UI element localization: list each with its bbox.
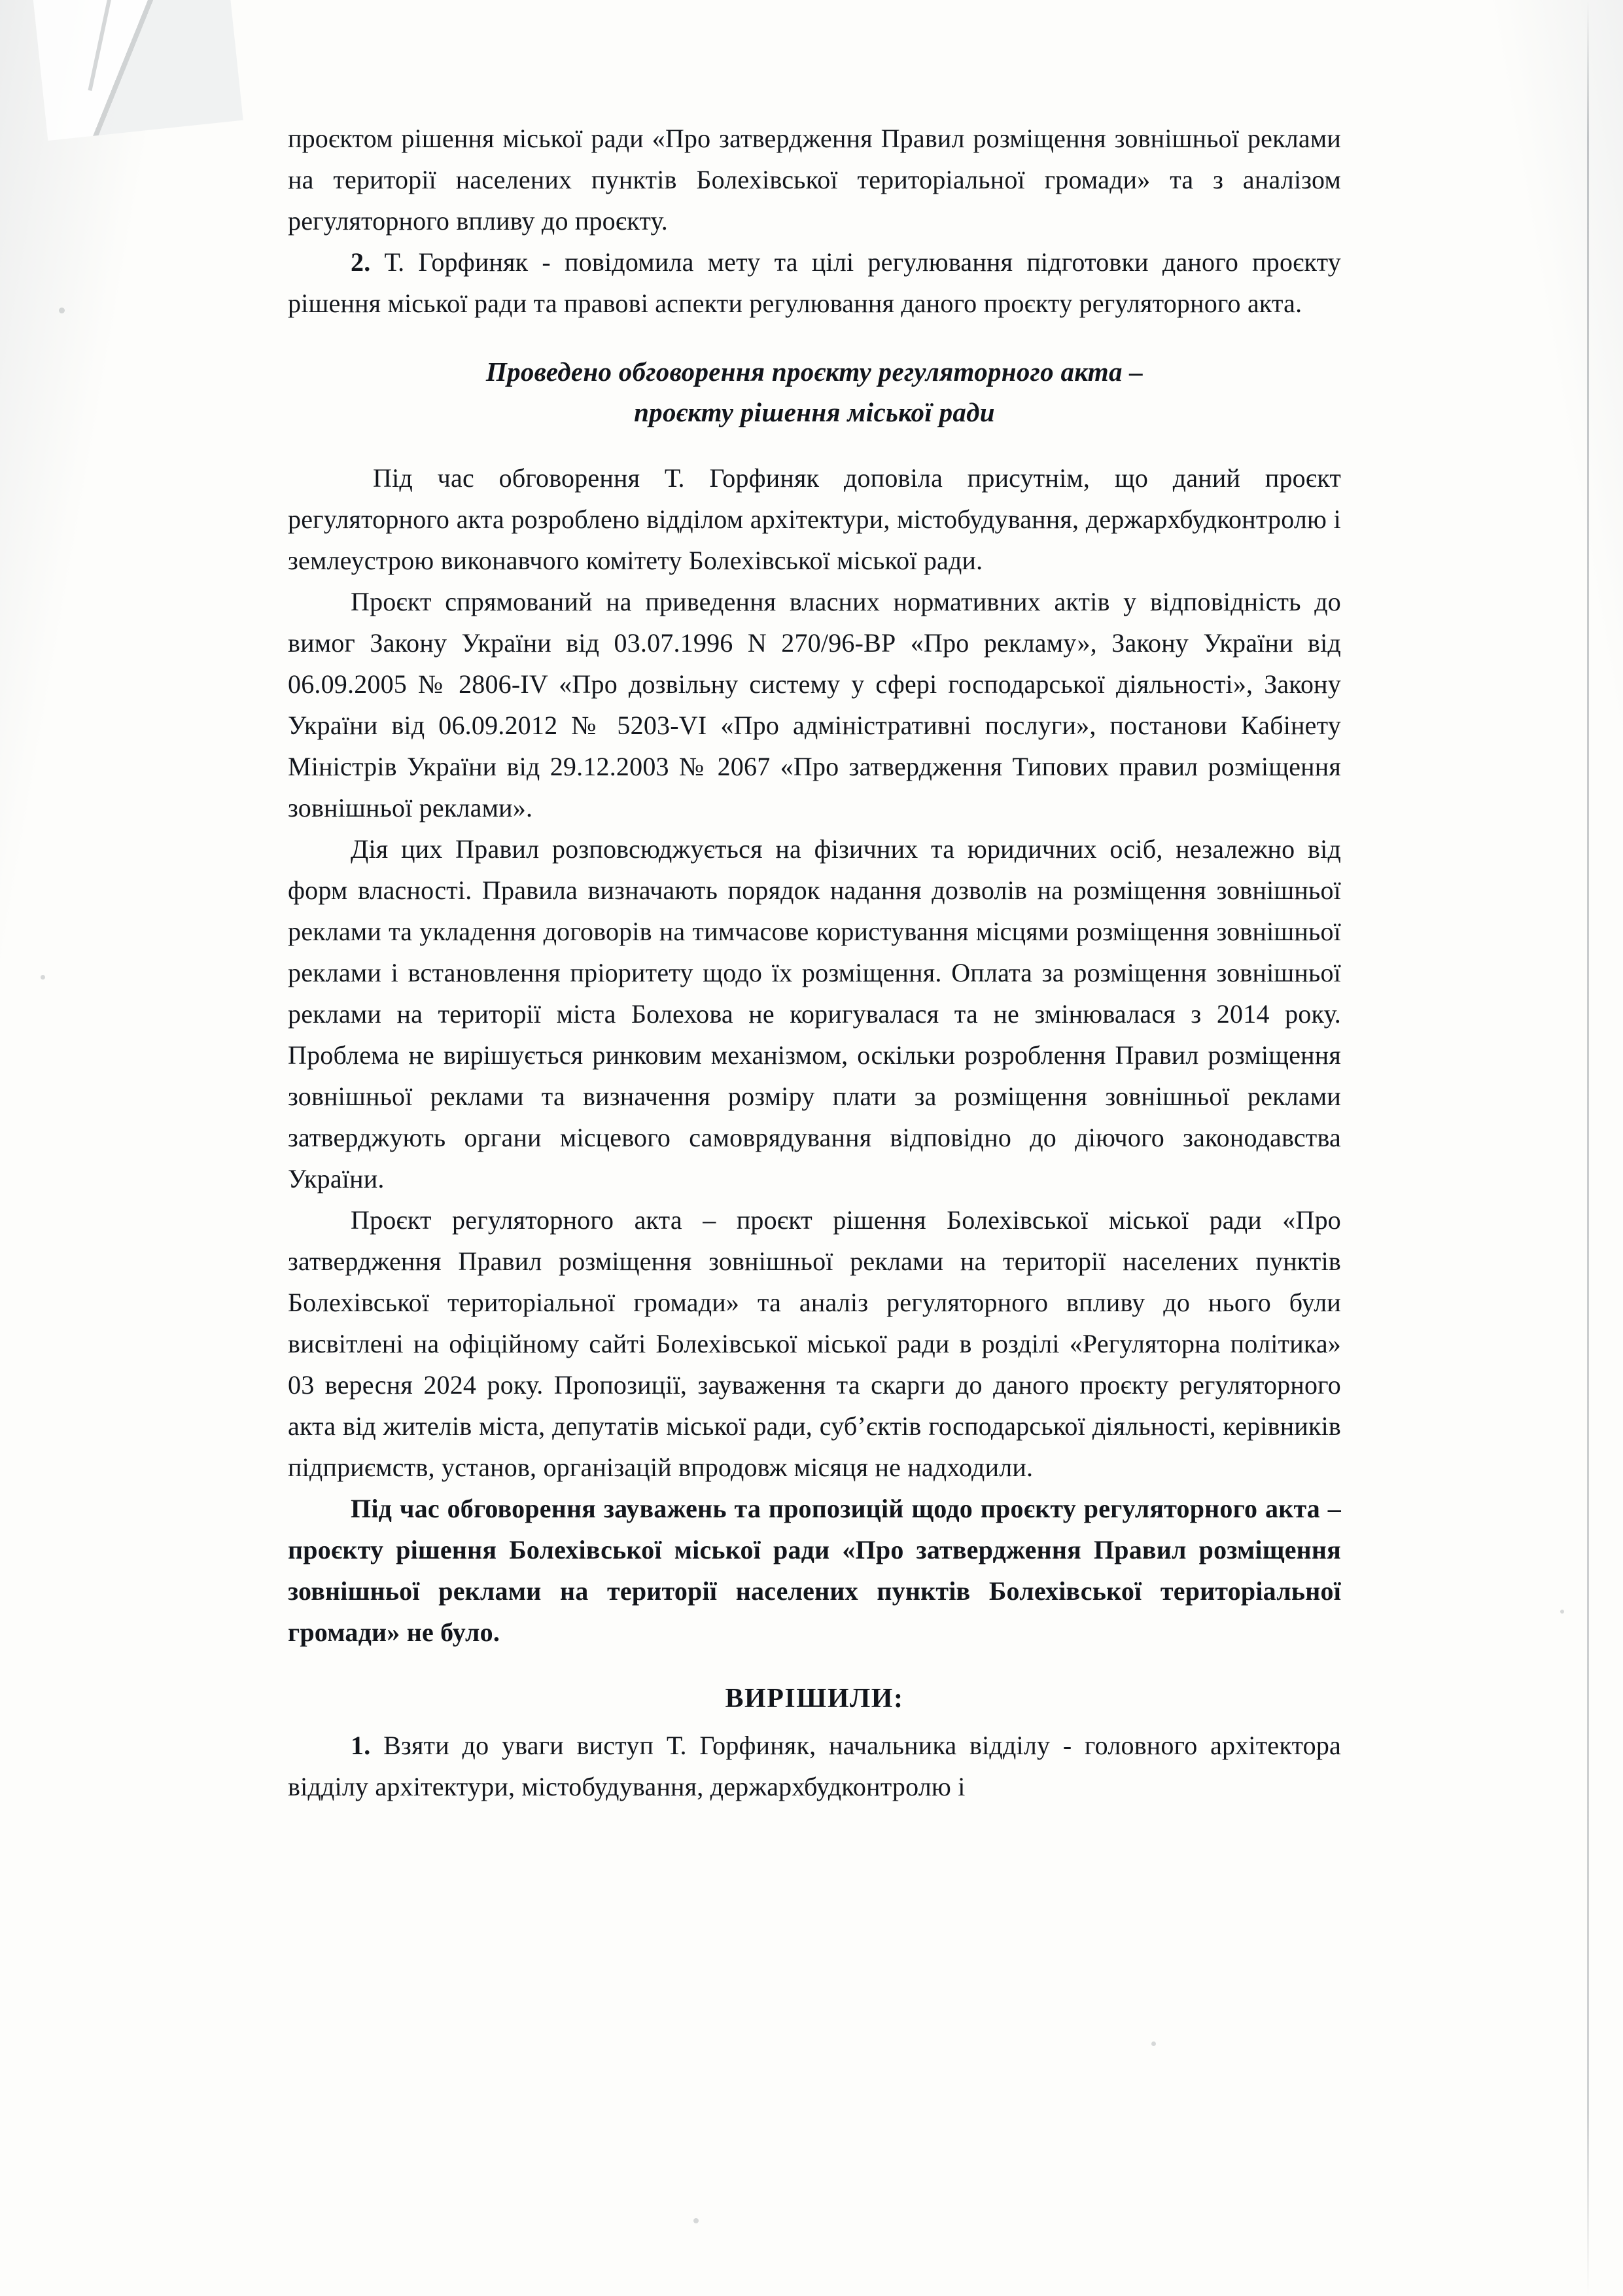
verdict-item-1	[288, 1725, 1341, 1807]
scan-speck	[1151, 2041, 1156, 2046]
item-text: Т. Горфиняк - повідомила мету та цілі регулювання підготовки даного проєкту рішення міської ради та правові аспекти регулювання даного проєкту регуляторного акта.	[288, 247, 1341, 318]
paragraph-no-objections: Під час обговорення зауважень та пропозицій щодо проєкту регуляторного акта – проєкту рішення Болехівської міської ради «Про затвердження Правил розміщення зовнішньої реклами на території населених пунктів Болехівської територіальної громади» не було.	[288, 1494, 1341, 1647]
verdict-item-text: Взяти до уваги виступ Т. Горфиняк, начальника відділу - головного архітектора відділу архітектури, містобудування, держархбудконтролю і	[288, 1731, 1341, 1801]
paragraph-discussion-intro: Під час обговорення Т. Горфиняк доповіла присутнім, що даний проєкт регуляторного акта розроблено відділом архітектури, містобудування, держархбудконтролю і землеустрою виконавчого комітету Болехівської міської ради.	[288, 463, 1341, 575]
scan-speck	[1560, 1610, 1564, 1614]
scan-speck	[59, 308, 65, 313]
scan-speck	[693, 2218, 699, 2223]
section-heading	[288, 351, 1341, 433]
paragraph-continuation: проєктом рішення міської ради «Про затвердження Правил розміщення зовнішньої реклами на території населених пунктів Болехівської територіальної громади» та з аналізом регуляторного впливу до проєкту.	[288, 124, 1341, 236]
item-number: 2.	[351, 247, 371, 277]
page-corner-fold-artifact	[31, 0, 243, 141]
section-heading-line-1: Проведено обговорення проєкту регуляторного акта –	[485, 357, 1143, 387]
section-heading-line-2: проєкту рішення міської ради	[634, 397, 995, 427]
paragraph-legal-basis: Проєкт спрямований на приведення власних нормативних актів у відповідність до вимог Закону України від 03.07.1996 N 270/96-ВР «Про рекламу», Закону України від 06.09.2005 № 2806-IV «Про дозвільну систему у сфері господарської діяльності», Закону України від 06.09.2012 № 5203-VI «Про адміністративні послуги», постанови Кабінету Міністрів України від 29.12.2003 № 2067 «Про затвердження Типових правил розміщення зовнішньої реклами».	[288, 587, 1341, 822]
paragraph-item-2	[288, 241, 1341, 324]
paragraph-scope: Дія цих Правил розповсюджується на фізичних та юридичних осіб, незалежно від форм власності. Правила визначають порядок надання дозволів на розміщення зовнішньої реклами та укладення договорів на тимчасове користування місцями розміщення зовнішньої реклами і встановлення пріоритету щодо їх розміщення. Оплата за розміщення зовнішньої реклами на території міста Болехова не коригувалася та не змінювалася з 2014 року. Проблема не вирішується ринковим механізмом, оскільки розроблення Правил розміщення зовнішньої реклами та визначення розміру плати за розміщення зовнішньої реклами затверджують органи місцевого самоврядування відповідно до діючого законодавства України.	[288, 834, 1341, 1193]
scan-edge-line	[1587, 0, 1589, 2296]
document-body	[288, 118, 1341, 1807]
paragraph-publication: Проєкт регуляторного акта – проєкт рішення Болехівської міської ради «Про затвердження Правил розміщення зовнішньої реклами на території населених пунктів Болехівської територіальної громади» та аналіз регуляторного впливу до нього були висвітлені на офіційному сайті Болехівської міської ради в розділі «Регуляторна політика» 03 вересня 2024 року. Пропозиції, зауваження та скарги до даного проєкту регуляторного акта від жителів міста, депутатів міської ради, суб’єктів господарської діяльності, керівників підприємств, установ, організацій впродовж місяця не надходили.	[288, 1205, 1341, 1482]
scan-speck	[41, 975, 45, 980]
verdict-item-number: 1.	[351, 1731, 371, 1760]
verdict-heading: ВИРІШИЛИ:	[725, 1684, 904, 1714]
